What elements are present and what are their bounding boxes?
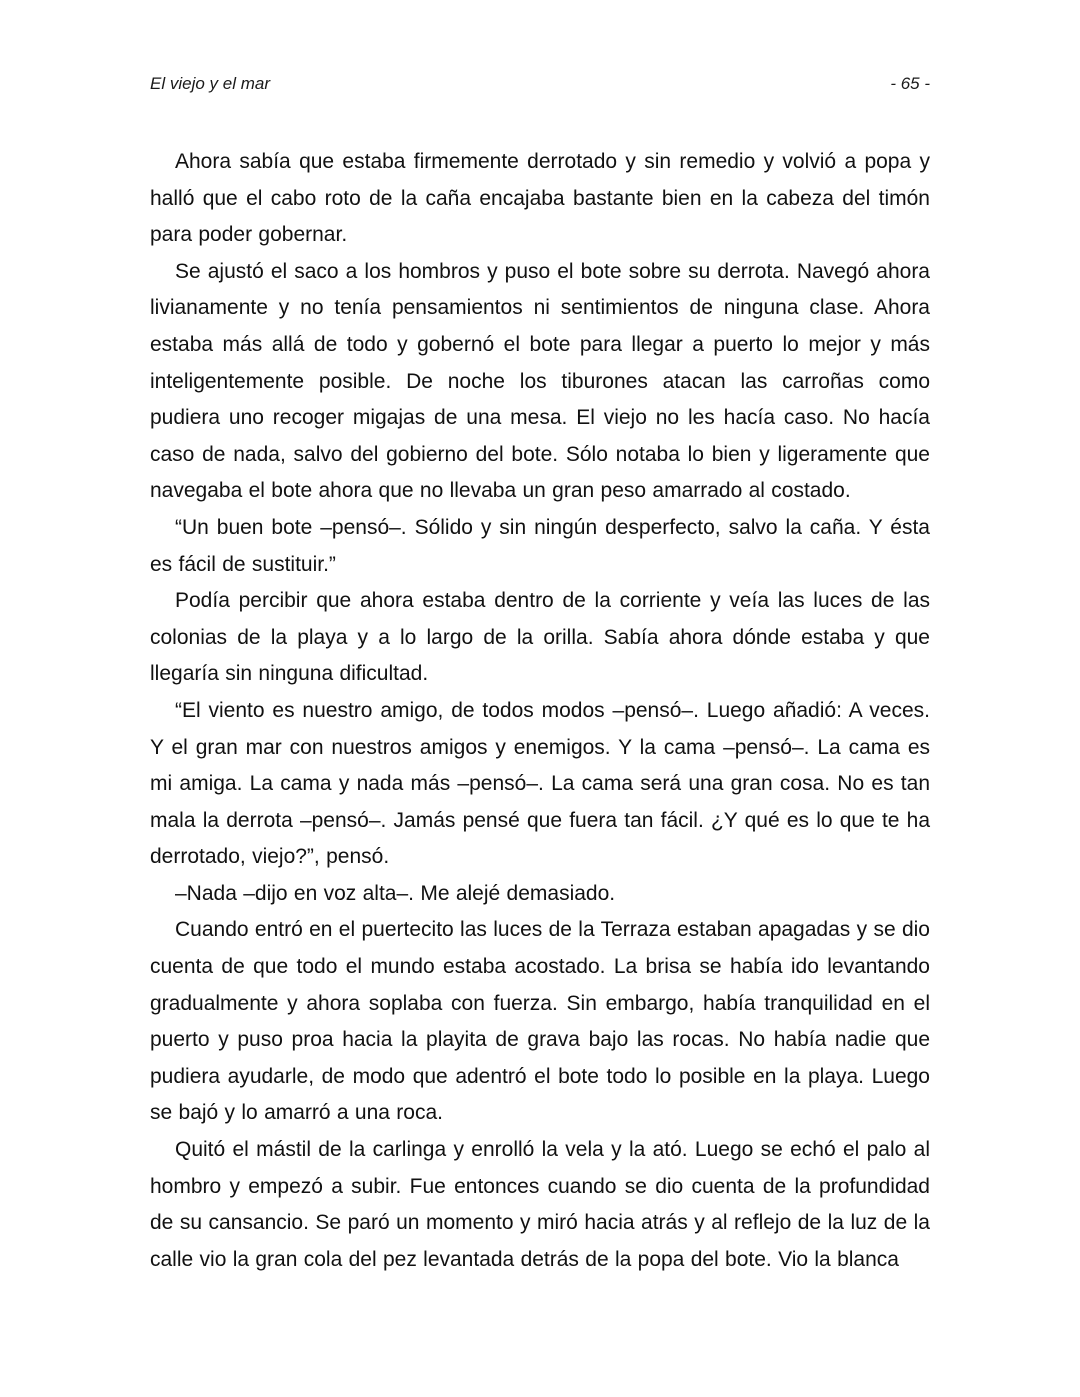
paragraph: Cuando entró en el puertecito las luces de la Terraza estaban apagadas y se dio cuenta de que todo el mundo estaba acostado. La brisa se había ido levantando gradualmente y ahora soplaba con fuerza. Sin embargo, había tranquilidad en el puerto y puso proa hacia la playita de grava bajo las rocas. No había nadie que pudiera ayudarle, de modo que adentró el bote todo lo posible en la playa. Luego se bajó y lo amarró a una roca. (150, 918, 930, 1125)
paragraph: Se ajustó el saco a los hombros y puso el bote sobre su derrota. Navegó ahora livianamente y no tenía pensamientos ni sentimientos de ninguna clase. Ahora estaba más allá de todo y gobernó el bote para llegar a puerto lo mejor y más inteligentemente posible. De noche los tiburones atacan las carroñas como pudiera uno recoger migajas de una mesa. El viejo no les hacía caso. No hacía caso de nada, salvo del gobierno del bote. Sólo notaba lo bien y ligeramente que navegaba el bote ahora que no llevaba un gran peso amarrado al costado. (150, 259, 930, 503)
page-header (150, 74, 930, 98)
body-text (150, 144, 930, 1278)
page-number: - 65 - (890, 74, 930, 93)
running-title: El viejo y el mar (150, 74, 270, 93)
paragraph: “Un buen bote –pensó–. Sólido y sin ningún desperfecto, salvo la caña. Y ésta es fácil de sustituir.” (150, 515, 930, 576)
paragraph: Podía percibir que ahora estaba dentro de la corriente y veía las luces de las colonias de la playa y a lo largo de la orilla. Sabía ahora dónde estaba y que llegaría sin ninguna dificultad. (150, 589, 930, 686)
paragraph: Quitó el mástil de la carlinga y enrolló la vela y la ató. Luego se echó el palo al hombro y empezó a subir. Fue entonces cuando se dio cuenta de la profundidad de su cansancio. Se paró un momento y miró hacia atrás y al reflejo de la luz de la calle vio la gran cola del pez levantada detrás de la popa del bote. Vio la blanca (150, 1138, 930, 1271)
paragraph: –Nada –dijo en voz alta–. Me alejé demasiado. (175, 881, 616, 905)
paragraph: Ahora sabía que estaba firmemente derrotado y sin remedio y volvió a popa y halló que el cabo roto de la caña encajaba bastante bien en la cabeza del timón para poder gobernar. (150, 150, 930, 247)
paragraph: “El viento es nuestro amigo, de todos modos –pensó–. Luego añadió: A veces. Y el gran mar con nuestros amigos y enemigos. Y la cama –pensó–. La cama es mi amiga. La cama y nada más –pensó–. La cama será una gran cosa. No es tan mala la derrota –pensó–. Jamás pensé que fuera tan fácil. ¿Y qué es lo que te ha derrotado, viejo?”, pensó. (150, 698, 930, 869)
